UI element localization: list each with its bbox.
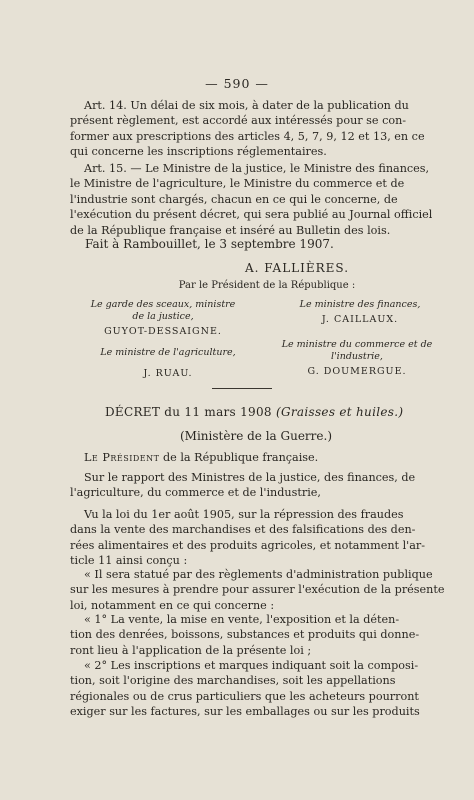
text-line: « 1° La vente, la mise en vente, l'exposition et la déten- <box>84 613 400 626</box>
text-line: Vu la loi du 1er août 1905, sur la répression des fraudes <box>84 508 404 521</box>
signature-justice <box>78 299 248 338</box>
page-number: — 590 — <box>205 76 269 91</box>
fait-line: Fait à Rambouillet, le 3 septembre 1907. <box>85 237 334 251</box>
rapport-paragraph <box>70 470 448 501</box>
president-rest: de la République française. <box>159 451 319 464</box>
text-line: Sur le rapport des Ministres de la justice, des finances, de <box>84 471 416 484</box>
text-line: l'industrie sont chargés, chacun en ce qui le concerne, de <box>70 192 398 206</box>
vu-paragraph <box>70 507 448 569</box>
signature-name: J. RUAU. <box>143 368 193 379</box>
text-line: « Il sera statué par des règlements d'administration publique <box>84 568 433 581</box>
text-line: régionales ou de crus particuliers que les acheteurs pourront <box>70 689 419 703</box>
text-line: exiger sur les factures, sur les emballages ou sur les produits <box>70 705 420 719</box>
text-line: de la République française et inséré au Bulletin des lois. <box>70 223 391 237</box>
text-line: Art. 14. Un délai de six mois, à dater de la publication du <box>84 99 409 112</box>
text-line: rées alimentaires et des produits agricoles, et notamment l'ar- <box>70 538 426 552</box>
text-line: ticle 11 ainsi conçu : <box>70 554 188 568</box>
quote-paragraph-3 <box>70 658 448 720</box>
text-line: tion des denrées, boissons, substances et produits qui donne- <box>70 628 420 642</box>
signature-role: l'industrie, <box>331 351 383 362</box>
signature-role: Le ministre du commerce et de <box>281 339 433 350</box>
signature-role: Le ministre de l'agriculture, <box>100 347 236 358</box>
text-line: loi, notamment en ce qui concerne : <box>70 598 275 612</box>
text-line: ront lieu à l'application de la présente loi ; <box>70 643 312 657</box>
decret-heading <box>105 405 403 419</box>
text-line: l'exécution du présent décret, qui sera publié au Journal officiel <box>70 208 433 222</box>
signature-agriculture <box>78 347 258 380</box>
decret-subject: (Graisses et huiles.) <box>276 405 404 419</box>
signature-role: de la justice, <box>132 311 194 322</box>
president-line <box>70 450 448 465</box>
text-line: Art. 15. — Le Ministre de la justice, le Ministre des finances, <box>84 162 430 175</box>
quote-paragraph-2 <box>70 612 448 658</box>
president-smallcaps: Le Président <box>84 451 160 464</box>
text-line: le Ministre de l'agriculture, le Ministre du commerce et de <box>70 177 405 191</box>
ministere-line: (Ministère de la Guerre.) <box>180 429 332 443</box>
signature-name: G. DOUMERGUE. <box>307 366 407 377</box>
decret-title: DÉCRET du 11 mars 1908 <box>105 405 272 419</box>
quote-paragraph-1 <box>70 567 448 613</box>
signature-finances <box>275 299 445 326</box>
text-line: dans la vente des marchandises et des falsifications des den- <box>70 523 416 537</box>
signature-role: Le ministre des finances, <box>299 299 421 310</box>
text-line: « 2° Les inscriptions et marques indiquant soit la composi- <box>84 659 419 672</box>
article-14 <box>70 98 448 160</box>
par-le-president: Par le Président de la République : <box>178 280 356 291</box>
text-line: sur les mesures à prendre pour assurer l'exécution de la présente <box>70 583 445 597</box>
text-line <box>70 450 448 465</box>
article-15 <box>70 161 448 238</box>
divider <box>212 388 272 389</box>
signature-role: Le garde des sceaux, ministre <box>90 299 236 310</box>
text-line: former aux prescriptions des articles 4, 5, 7, 9, 12 et 13, en ce <box>70 129 425 143</box>
signature-name: J. CAILLAUX. <box>321 314 399 325</box>
text-line: qui concerne les inscriptions réglementaires. <box>70 145 327 159</box>
signature-commerce <box>262 339 452 378</box>
signature-name: GUYOT-DESSAIGNE. <box>104 326 222 337</box>
text-line: présent règlement, est accordé aux intéressés pour se con- <box>70 114 407 128</box>
text-line: l'agriculture, du commerce et de l'industrie, <box>70 486 321 500</box>
main-signature: A. FALLIÈRES. <box>244 261 350 275</box>
text-line: tion, soit l'origine des marchandises, soit les appellations <box>70 674 396 688</box>
